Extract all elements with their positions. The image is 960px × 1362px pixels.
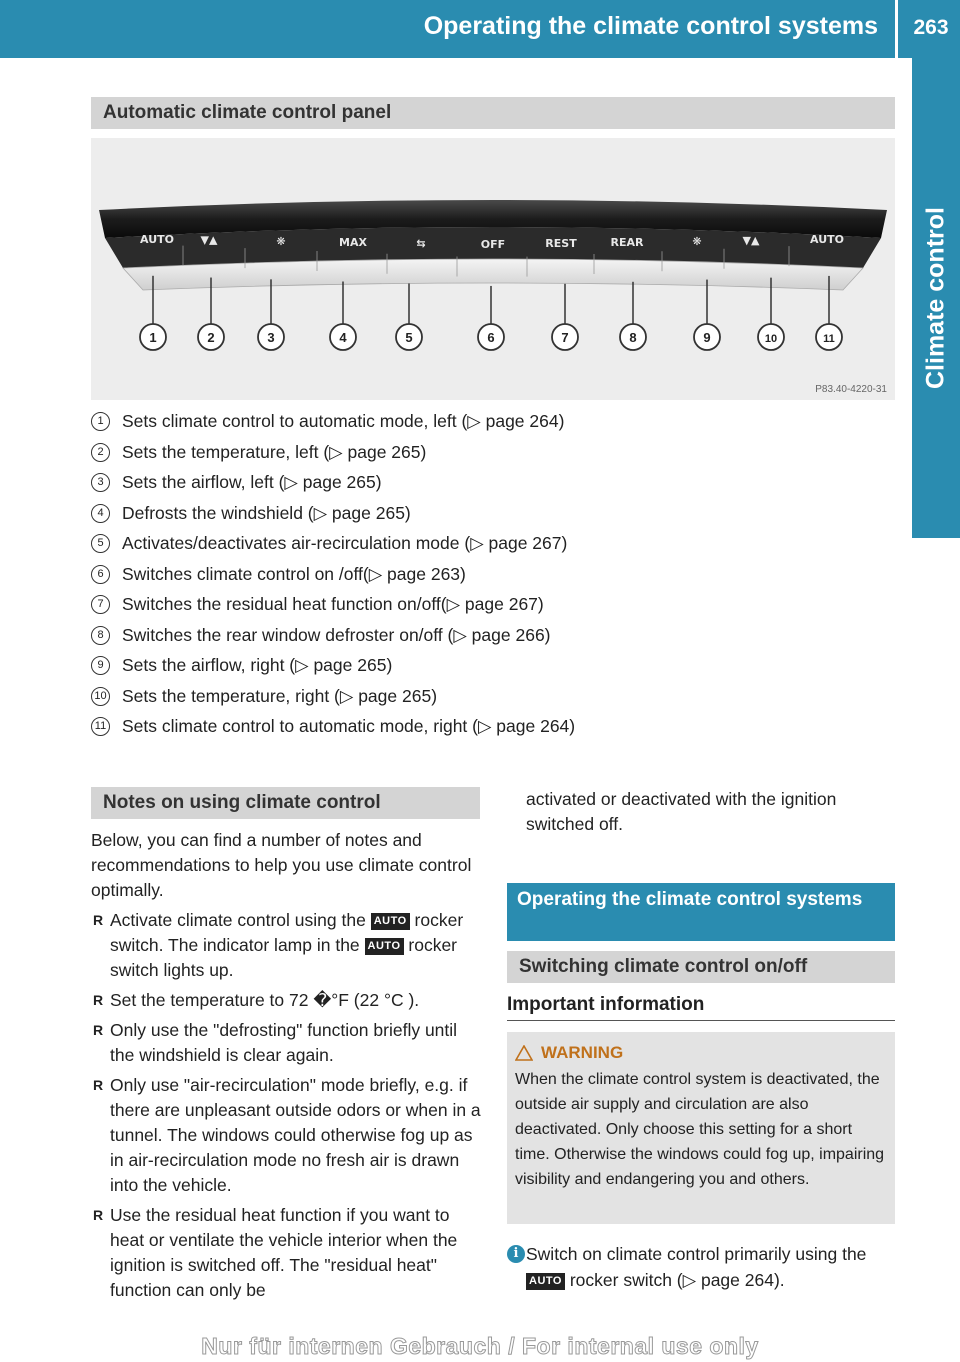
callout-marker: 5 (91, 534, 110, 553)
callout-number: 6 (487, 330, 495, 345)
legend-text: Sets the temperature, left (▷ page 265) (122, 441, 427, 462)
header-divider (895, 0, 898, 58)
section-heading-panel: Automatic climate control panel (91, 97, 895, 129)
legend-text: Activates/deactivates air-recirculation mode (▷ page 267) (122, 533, 568, 553)
legend-item-11 (91, 711, 901, 742)
callout-marker: 4 (91, 504, 110, 523)
callout-number: 7 (561, 330, 569, 345)
panel-button-label: AUTO (140, 232, 174, 246)
section-heading-notes: Notes on using climate control (91, 787, 480, 819)
panel-button-label: REAR (610, 235, 644, 249)
auto-key-icon: AUTO (371, 913, 410, 930)
callout-marker: 2 (91, 443, 110, 462)
legend-text: Switches the rear window defroster on/off (▷ page 266) (122, 624, 551, 645)
callout-marker: 1 (91, 412, 110, 431)
legend-text: Sets the airflow, right (▷ page 265) (122, 655, 393, 675)
legend-item-6 (91, 559, 901, 590)
legend-text: Sets climate control to automatic mode, left (▷ page 264) (122, 411, 565, 431)
notes-bullets (91, 908, 483, 1303)
warning-text: When the climate control system is deactivated, the outside air supply and circulation are also deactivated. Only choose this setting for a short time. Otherwise the windows could fog up, impairing visibility and endangering you and others. (515, 1071, 885, 1188)
legend-item-5 (91, 528, 901, 559)
notes-intro: Below, you can find a number of notes and recommendations to help you use climate control optimally. (91, 830, 472, 900)
legend-text: Switches climate control on /off(▷ page 263) (122, 563, 466, 584)
callout-marker: 11 (91, 717, 110, 736)
legend-item-4 (91, 498, 901, 529)
climate-panel-image (91, 138, 895, 400)
notes-continuation: activated or deactivated with the ignition switched off. (526, 789, 837, 834)
section-heading-operating: Operating the climate control systems (507, 883, 895, 941)
legend-item-2 (91, 437, 901, 468)
panel-button-label: ❋ (276, 234, 286, 248)
legend-text: Sets the temperature, right (▷ page 265) (122, 685, 438, 706)
auto-key-icon: AUTO (526, 1273, 565, 1290)
important-info-heading: Important information (507, 994, 895, 1021)
callout-number: 2 (207, 330, 215, 345)
legend-item-7 (91, 589, 901, 620)
info-note: i Switch on climate control primarily using the AUTO rocker switch (▷ page 264). (507, 1241, 897, 1293)
panel-button-label: OFF (480, 238, 506, 251)
chapter-title: Operating the climate control systems (423, 12, 878, 40)
callout-number: 3 (267, 330, 275, 345)
warning-triangle-icon (515, 1045, 533, 1061)
panel-button-label: MAX (339, 235, 367, 249)
list-item: R Use the residual heat function if you want to heat or ventilate the vehicle interior when the ignition is switched off. The "residual heat" function can only be (93, 1205, 458, 1300)
warning-title: WARNING (515, 1040, 887, 1065)
auto-key-icon: AUTO (365, 938, 404, 955)
panel-button-label: AUTO (810, 232, 844, 246)
legend-text: Sets climate control to automatic mode, right (▷ page 264) (122, 716, 576, 736)
legend-text: Defrosts the windshield (▷ page 265) (122, 502, 411, 523)
legend-list (91, 406, 901, 742)
legend-text: Sets the airflow, left (▷ page 265) (122, 472, 382, 492)
legend-item-1 (91, 406, 901, 437)
side-tab-label: Climate control (921, 207, 950, 389)
page-header (0, 0, 960, 58)
list-item: R Set the temperature to 72 �°F (22 ‌°C ). (93, 990, 420, 1010)
page-number: 263 (913, 16, 949, 39)
warning-box (507, 1032, 895, 1224)
legend-text: Switches the residual heat function on/off(▷ page 267) (122, 594, 544, 614)
callout-marker: 6 (91, 565, 110, 584)
panel-rocker-keys (123, 259, 863, 290)
callout-number: 4 (339, 330, 347, 345)
panel-button-label: REST (545, 236, 577, 250)
callout-marker: 9 (91, 656, 110, 675)
callout-marker: 7 (91, 595, 110, 614)
legend-item-9 (91, 650, 901, 681)
panel-button-label: ⇆ (416, 236, 426, 250)
side-tab (912, 58, 960, 538)
callout-number: 1 (149, 330, 157, 345)
callout-marker: 3 (91, 473, 110, 492)
list-item: R Only use "air-recirculation" mode briefly, e.g. if there are unpleasant outside odors or when in a tunnel. The windows could otherwise fog up as in air-recirculation mode no fresh air is drawn into the vehicle. (93, 1075, 481, 1195)
notes-body (91, 828, 483, 1308)
legend-item-8 (91, 620, 901, 651)
callout-number: 8 (629, 330, 637, 345)
callout-number: 9 (703, 330, 711, 345)
callout-number: 11 (823, 333, 835, 345)
callout-number: 10 (764, 333, 778, 345)
panel-button-label: ▼▲ (200, 233, 218, 247)
info-icon: i (507, 1245, 525, 1263)
callout-marker: 10 (91, 687, 110, 706)
panel-button-label: ❋ (692, 234, 702, 248)
climate-panel-illustration (91, 138, 895, 400)
image-code: P83.40-4220-31 (815, 384, 887, 395)
list-item: R Only use the "defrosting" function briefly until the windshield is clear again. (93, 1020, 458, 1065)
footer-watermark: Nur für internen Gebrauch / For internal use only (201, 1333, 759, 1359)
callout-marker: 8 (91, 626, 110, 645)
legend-item-3 (91, 467, 901, 498)
legend-item-10 (91, 681, 901, 712)
panel-button-label: ▼▲ (742, 234, 760, 248)
list-item: R Activate climate control using the AUTO rocker switch. The indicator lamp in the AUTO rocker switch lights up. (93, 910, 464, 980)
callout-number: 5 (405, 330, 413, 345)
subsection-heading-switching: Switching climate control on/off (507, 951, 895, 983)
